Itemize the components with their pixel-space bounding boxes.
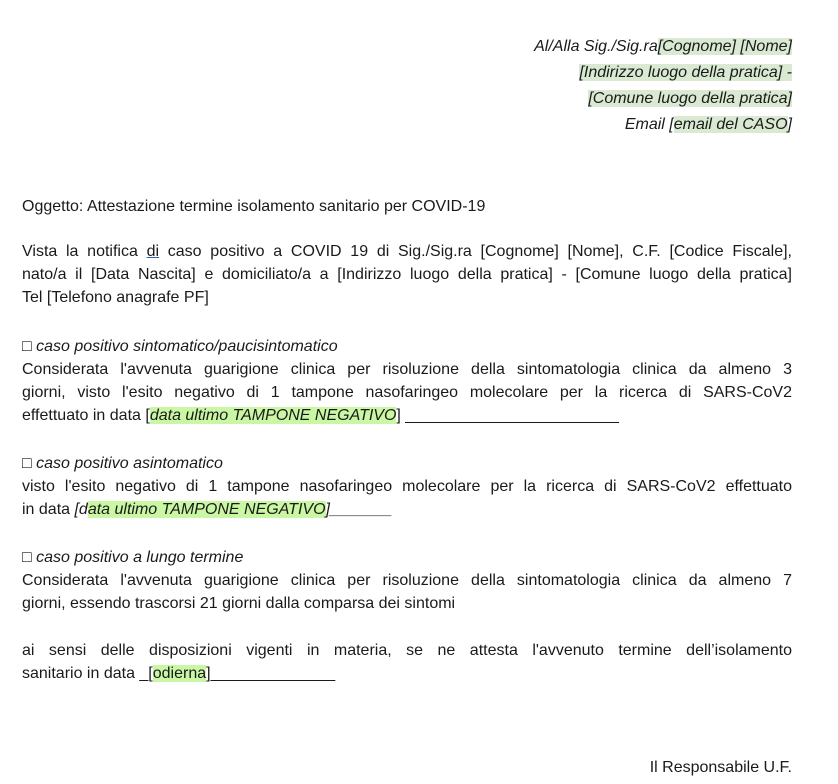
document-page <box>22 0 792 784</box>
attestation-line-1: ai sensi delle disposizioni vigenti in materia, se ne attesta l'avvenuto termine dell’isolamento <box>22 642 792 659</box>
recipient-city-field[interactable]: [Comune luogo della pratica] <box>588 90 792 107</box>
intro-line-3: Tel [Telefono anagrafe PF] <box>22 289 209 306</box>
symptomatic-heading: caso positivo sintomatico/paucisintomatico <box>36 338 338 355</box>
longterm-heading: caso positivo a lungo termine <box>36 549 244 566</box>
signature-line: Il Responsabile U.F. <box>649 759 792 776</box>
checkbox-longterm[interactable]: □ <box>22 549 32 566</box>
intro-line-2: nato/a il [Data Nascita] e domiciliato/a a [Indirizzo luogo della pratica] - [Comune luogo della pratica] <box>22 266 792 283</box>
attestation-paragraph <box>22 639 792 685</box>
recipient-email-field[interactable]: email del CASO <box>673 116 788 133</box>
asymptomatic-heading: caso positivo asintomatico <box>36 455 223 472</box>
checkbox-symptomatic[interactable]: □ <box>22 338 32 355</box>
section-asymptomatic <box>22 452 792 521</box>
attestation-date-field[interactable]: odierna <box>152 665 207 682</box>
section-symptomatic <box>22 335 792 427</box>
checkbox-asymptomatic[interactable]: □ <box>22 455 32 472</box>
spellcheck-word[interactable]: di <box>146 243 160 260</box>
intro-line-1: Vista la notifica di caso positivo a COVID 19 di Sig./Sig.ra [Cognome] [Nome], C.F. [Codice Fiscale], <box>22 243 792 260</box>
symptomatic-line-1: Considerata l'avvenuta guarigione clinica per risoluzione della sintomatologia clinica da almeno 3 <box>22 361 792 378</box>
asymptomatic-line-2: in data [data ultimo TAMPONE NEGATIVO]_______ <box>22 501 393 518</box>
symptomatic-date-field[interactable]: data ultimo TAMPONE NEGATIVO <box>149 407 397 424</box>
attestation-line-2: sanitario in data _[odierna]______________ <box>22 665 336 682</box>
symptomatic-line-3: effettuato in data [data ultimo TAMPONE NEGATIVO] ________________________ <box>22 407 619 424</box>
asymptomatic-heading-line <box>22 452 792 475</box>
longterm-line-2: giorni, essendo trascorsi 21 giorni dalla comparsa dei sintomi <box>22 595 456 612</box>
recipient-line-2 <box>579 60 792 86</box>
asymptomatic-date-field[interactable]: ata ultimo TAMPONE NEGATIVO <box>87 501 326 518</box>
recipient-salutation: Al/Alla Sig./Sig.ra <box>534 38 658 55</box>
symptomatic-line-2: giorni, visto l'esito negativo di 1 tampone nasofaringeo molecolare per la ricerca di SARS-CoV2 <box>22 384 792 401</box>
recipient-line-4 <box>625 112 792 138</box>
recipient-email-prefix: Email [ <box>624 116 674 133</box>
recipient-line-1 <box>534 34 792 60</box>
symptomatic-heading-line <box>22 335 792 358</box>
recipient-address-field[interactable]: [Indirizzo luogo della pratica] - <box>579 64 792 81</box>
longterm-heading-line <box>22 546 792 569</box>
recipient-line-3 <box>588 86 792 112</box>
recipient-name-field[interactable]: [Cognome] [Nome] <box>657 38 792 55</box>
recipient-email-suffix: ] <box>787 116 792 133</box>
longterm-line-1: Considerata l'avvenuta guarigione clinica per risoluzione della sintomatologia clinica da almeno 7 <box>22 572 792 589</box>
subject-line: Oggetto: Attestazione termine isolamento sanitario per COVID-19 <box>22 198 486 215</box>
intro-paragraph <box>22 240 792 309</box>
asymptomatic-line-1: visto l'esito negativo di 1 tampone nasofaringeo molecolare per la ricerca di SARS-CoV2 effettuato <box>22 478 792 495</box>
section-longterm <box>22 546 792 615</box>
